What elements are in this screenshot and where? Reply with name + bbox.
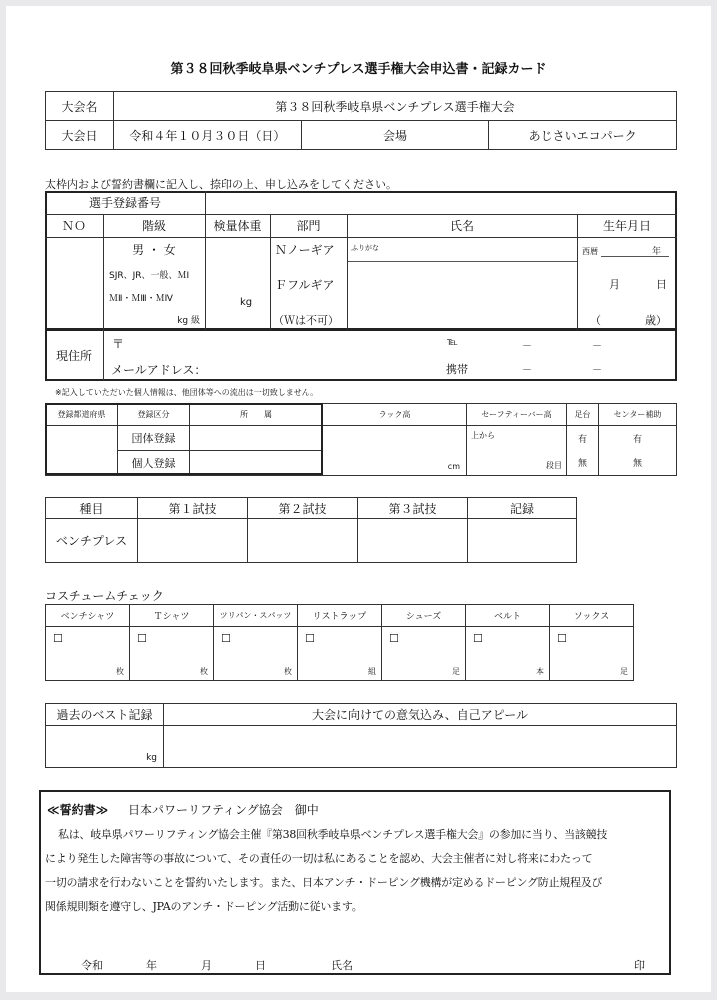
costume-label-singlet: ツリパン・スパッツ: [219, 611, 292, 620]
center-no[interactable]: 無: [632, 459, 642, 470]
costume-checkbox-t-shirt[interactable]: ☐: [137, 632, 147, 645]
col-birth: 生年月日: [602, 219, 651, 233]
attempt-3-header: 第３試技: [388, 501, 437, 516]
safety-field[interactable]: [467, 426, 567, 476]
reg-pref-header: 登録都道府県: [57, 410, 106, 419]
costume-heading: コスチュームチェック: [45, 589, 164, 603]
sign-name-field[interactable]: [365, 952, 625, 972]
no-field[interactable]: [46, 238, 102, 328]
col-division: 部門: [296, 219, 321, 233]
attempts-table: [45, 497, 577, 563]
address-field[interactable]: [125, 333, 435, 355]
mobile-dash-1: －: [522, 365, 532, 376]
age-open: （: [590, 314, 601, 327]
form-title: 第３８回秋季岐阜県ベンチプレス選手権大会申込書・記録カード: [170, 62, 547, 77]
event-name-label: 大会名: [61, 99, 98, 114]
safety-header: セーフティーバー高: [481, 410, 552, 419]
furigana-label: ふりがな: [351, 244, 379, 252]
name-field[interactable]: [348, 262, 576, 328]
center-yes[interactable]: 有: [632, 434, 642, 445]
sex-select[interactable]: 男 ・ 女: [132, 243, 176, 257]
best-record-unit: kg: [146, 753, 157, 763]
costume-checkbox-singlet[interactable]: ☐: [221, 632, 231, 645]
pledge-title: ≪誓約書≫: [47, 803, 109, 817]
best-record-table: [45, 703, 677, 768]
costume-checkbox-bench-shirt[interactable]: ☐: [53, 632, 63, 645]
costume-checkbox-belt[interactable]: ☐: [473, 632, 483, 645]
col-weight: 検量体重: [213, 219, 262, 233]
record-field[interactable]: [468, 519, 577, 563]
division-note: （Ｗは不可）: [273, 314, 339, 327]
pledge-addressee: 日本パワーリフティング協会 御中: [128, 803, 319, 817]
record-header: 記録: [509, 501, 534, 516]
event-info-table: [45, 91, 677, 150]
costume-checkbox-shoes[interactable]: ☐: [389, 632, 399, 645]
venue-label: 会場: [382, 128, 407, 143]
birth-month: 月: [609, 278, 620, 291]
seal-mark: 印: [634, 959, 645, 972]
event-date-label: 大会日: [61, 128, 98, 143]
col-name: 氏名: [449, 219, 474, 233]
pledge-line-4: 関係規則類を遵守し、JPAのアンチ・ドーピング活動に従います。: [45, 900, 363, 913]
weight-unit: kg: [240, 297, 253, 308]
reg-type-header: 登録区分: [137, 410, 170, 419]
appeal-field[interactable]: [164, 726, 677, 768]
weight-field[interactable]: [206, 238, 269, 328]
attempt-1-header: 第１試技: [168, 501, 217, 516]
attempt-2-field[interactable]: [248, 519, 358, 563]
safety-unit: 段目: [546, 461, 562, 470]
group-registration[interactable]: 団体登録: [131, 432, 176, 445]
sign-year: 年: [146, 959, 157, 972]
sign-name-label: 氏名: [331, 959, 353, 972]
event-date-value: 令和４年１０月３０日（日）: [129, 128, 286, 143]
affiliation-header: 所 属: [240, 410, 272, 419]
attempt-2-header: 第２試技: [278, 501, 327, 516]
stand-header: 足台: [574, 410, 591, 419]
division-n[interactable]: Ｎノーギア: [275, 243, 335, 257]
venue-value: あじさいエコパーク: [528, 128, 637, 143]
costume-label-wrist-wrap: リストラップ: [312, 612, 367, 622]
tel-label: ℡: [447, 337, 458, 348]
costume-label-belt: ベルト: [493, 612, 521, 622]
pledge-line-2: により発生した障害等の事故について、その責任の一切は私にあることを認め、大会主催者に対し将来にわたって: [45, 852, 593, 865]
age-close: 歳）: [645, 314, 667, 327]
postal-mark: 〒: [112, 337, 125, 351]
col-no: ＮＯ: [61, 219, 86, 233]
tel-dash-2: －: [592, 341, 602, 352]
birth-day: 日: [656, 278, 667, 291]
pledge-line-1: 私は、岐阜県パワーリフティング協会主催『第38回秋季岐阜県ベンチプレス選手権大会』の参加に当り、当該競技: [58, 828, 608, 841]
costume-checkbox-socks[interactable]: ☐: [557, 632, 567, 645]
event-name-value: 第３８回秋季岐阜県ベンチプレス選手権大会: [275, 99, 515, 114]
reg-no-field[interactable]: [206, 193, 675, 213]
sign-month: 月: [201, 959, 212, 972]
costume-unit: 枚: [284, 667, 292, 676]
costume-checkbox-wrist-wrap[interactable]: ☐: [305, 632, 315, 645]
col-class: 階級: [141, 219, 166, 233]
event-header: 種目: [79, 501, 104, 516]
costume-unit: 足: [452, 667, 460, 676]
class-options-1: SJR、JR、一般、ＭⅠ: [109, 271, 190, 281]
address-label: 現住所: [55, 349, 92, 363]
pledge-line-3: 一切の請求を行わないことを誓約いたします。また、日本アンチ・ドーピング機構が定めるドーピング防止規程及び: [45, 876, 603, 889]
attempt-3-field[interactable]: [358, 519, 468, 563]
rack-unit: cm: [447, 462, 460, 471]
costume-label-bench-shirt: ベンチシャツ: [60, 612, 115, 622]
email-field[interactable]: [215, 357, 435, 379]
safety-from: 上から: [471, 431, 495, 440]
mobile-dash-2: －: [592, 365, 602, 376]
attempt-1-field[interactable]: [138, 519, 248, 563]
class-unit: kg 級: [177, 316, 200, 326]
best-record-label: 過去のベスト記録: [56, 708, 153, 722]
birth-era: 西暦: [582, 247, 598, 256]
privacy-note: ※記入していただいた個人情報は、他団体等への流出は一切致しません。: [55, 388, 319, 397]
reg-no-label: 選手登録番号: [88, 196, 161, 210]
costume-label-t-shirt: Ｔシャツ: [153, 612, 190, 622]
center-header: センター補助: [613, 410, 662, 419]
birth-year: 年: [652, 247, 662, 257]
tel-dash-1: －: [522, 341, 532, 352]
division-f[interactable]: Ｆフルギア: [275, 278, 335, 292]
costume-unit: 枚: [116, 667, 124, 676]
costume-label-socks: ソックス: [573, 612, 610, 622]
best-record-field[interactable]: [46, 726, 164, 768]
rack-header: ラック高: [378, 410, 411, 419]
costume-unit: 枚: [200, 667, 208, 676]
sign-day: 日: [255, 959, 266, 972]
sign-era: 令和: [81, 959, 103, 972]
stand-no[interactable]: 無: [577, 459, 587, 470]
appeal-label: 大会に向けての意気込み、自己アピール: [311, 708, 528, 722]
mobile-label: 携帯: [446, 363, 468, 376]
registration-thick-frame: [45, 403, 323, 475]
rack-field[interactable]: [323, 426, 467, 476]
email-label: メールアドレス：: [111, 363, 207, 377]
instruction-text: 太枠内および誓約書欄に記入し、捺印の上、申し込みをしてください。: [45, 178, 397, 191]
bench-press-label: ベンチプレス: [55, 534, 128, 548]
costume-label-shoes: シューズ: [405, 612, 442, 622]
costume-table: [45, 604, 634, 681]
costume-unit: 本: [536, 667, 544, 676]
stand-yes[interactable]: 有: [577, 434, 587, 445]
individual-registration[interactable]: 個人登録: [131, 457, 176, 470]
costume-unit: 組: [368, 667, 376, 676]
class-options-2: ＭⅡ・ＭⅢ・ＭⅣ: [109, 294, 173, 304]
costume-unit: 足: [620, 667, 628, 676]
